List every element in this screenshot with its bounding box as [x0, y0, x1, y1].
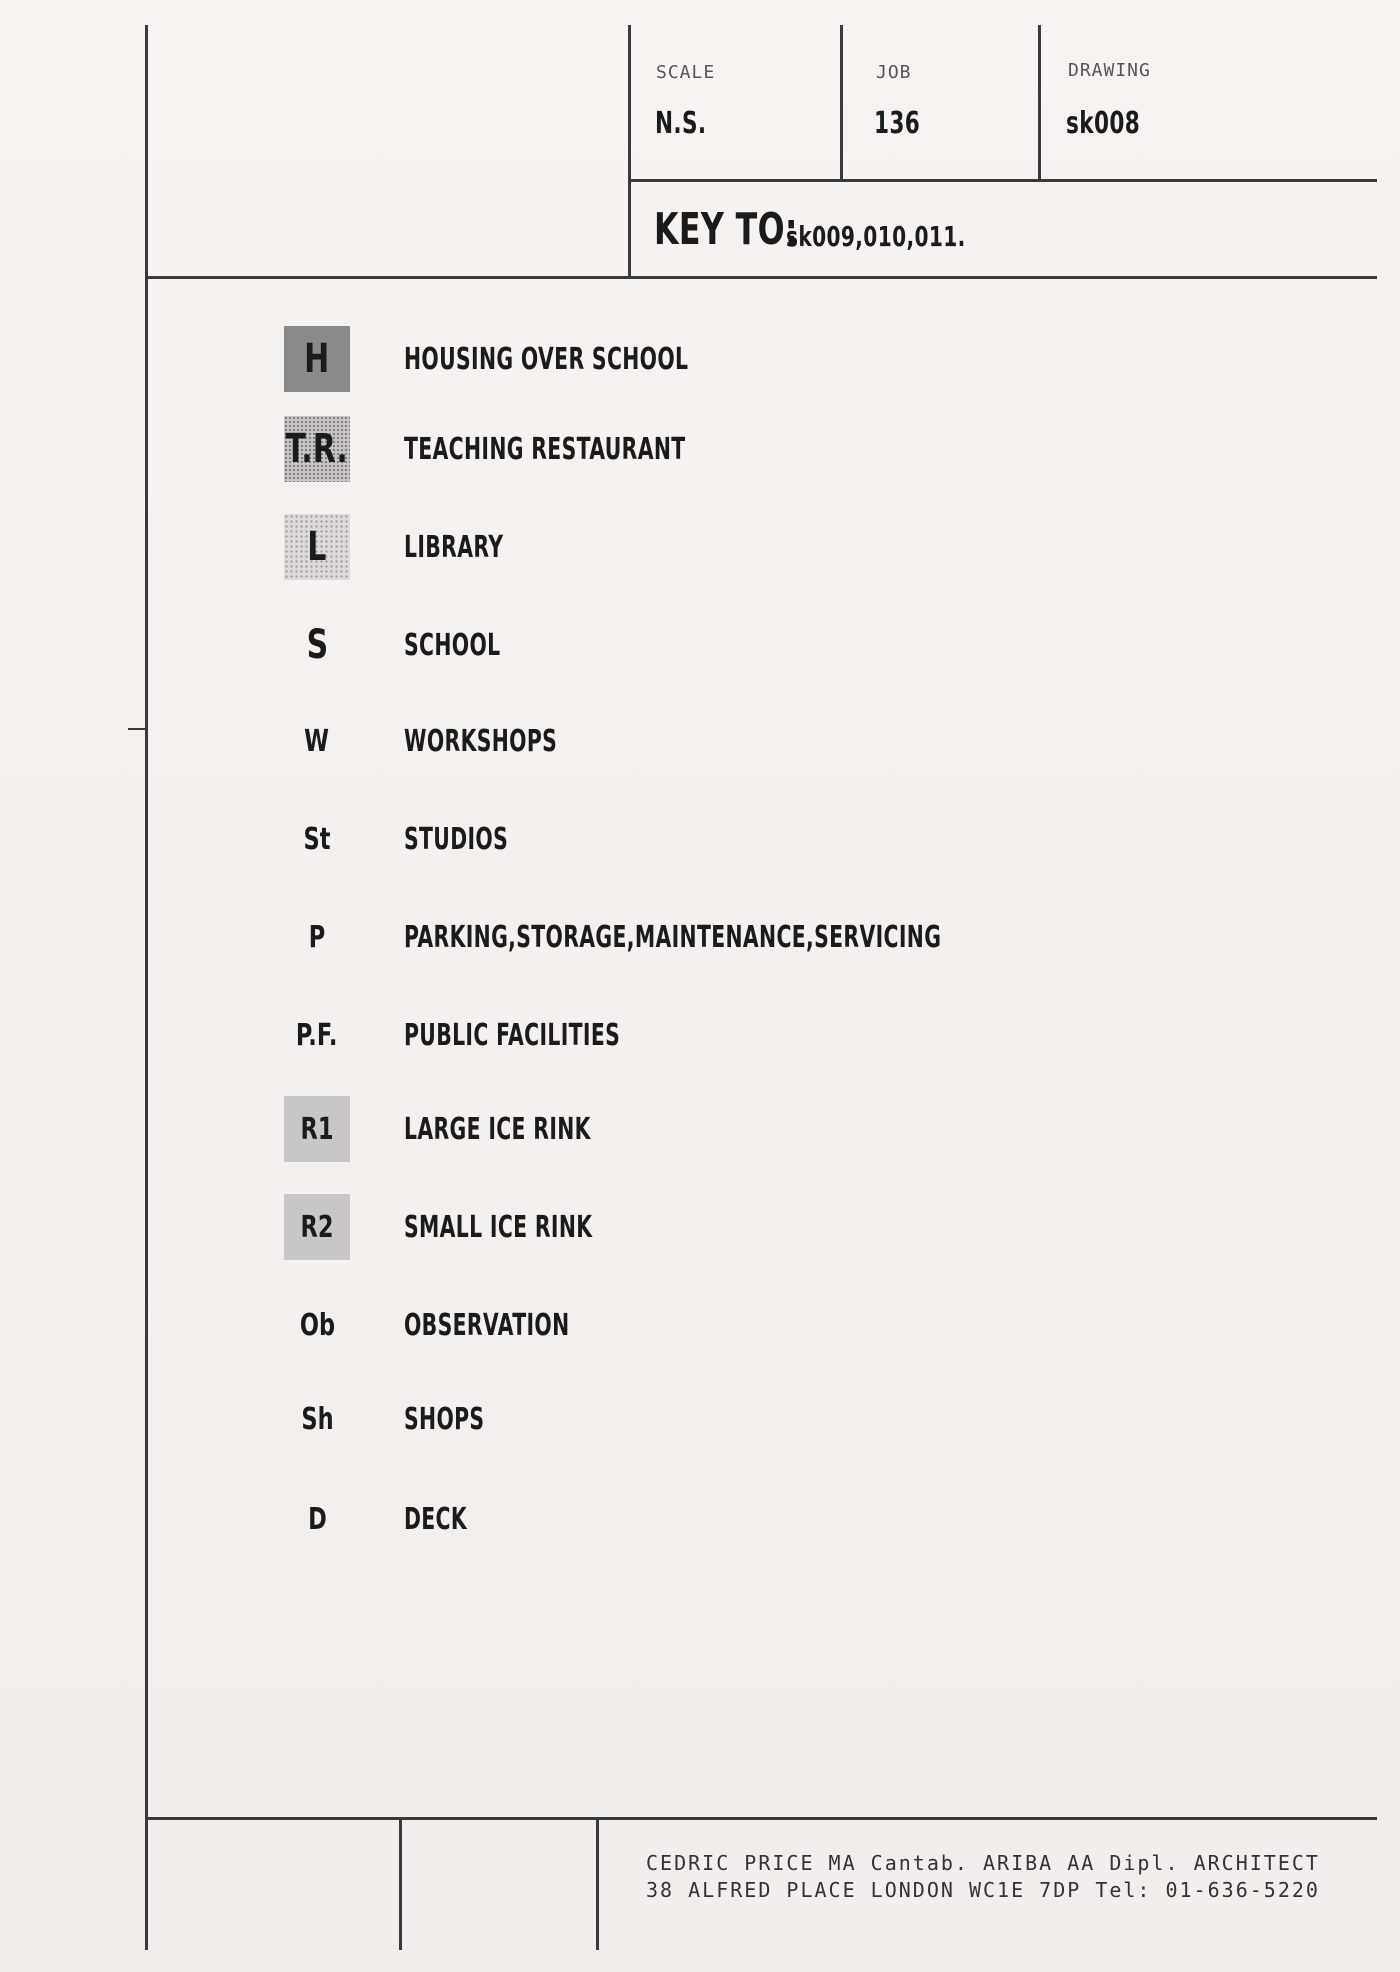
legend-item-school: [284, 612, 1184, 678]
legend-item-workshops: [284, 708, 1184, 774]
legend-code-box: [284, 708, 350, 774]
legend-description-text: SMALL ICE RINK: [404, 1209, 593, 1245]
legend-item-teaching-restaurant: [284, 416, 1184, 482]
job-label: JOB: [876, 62, 912, 83]
key-to-label: KEY TO:: [654, 204, 798, 255]
scale-value: N.S.: [655, 106, 707, 141]
scale-label: SCALE: [656, 62, 716, 83]
legend-item-studios: [284, 806, 1184, 872]
legend-code-box: [284, 1292, 350, 1358]
legend-description: [404, 1292, 647, 1358]
legend-description: [404, 1002, 722, 1068]
legend-code: P.F.: [296, 1017, 338, 1053]
legend-description-text: WORKSHOPS: [404, 723, 558, 759]
legend-code: W: [304, 723, 330, 759]
drawing-label: DRAWING: [1068, 60, 1151, 81]
title-block-bottom-border: [145, 276, 1377, 279]
frame-left-border: [145, 25, 148, 1950]
drawing-value: sk008: [1066, 106, 1141, 141]
footer-top-border: [145, 1817, 1377, 1820]
legend-description-text: LARGE ICE RINK: [404, 1111, 591, 1147]
legend-code: T.R.: [285, 426, 349, 472]
legend-item-small-ice-rink: [284, 1194, 1184, 1260]
legend-code-box: [284, 1386, 350, 1452]
legend-code-box: [284, 514, 350, 580]
legend-description: [404, 1194, 681, 1260]
legend-item-deck: [284, 1486, 1184, 1552]
key-to-refs: sk009,010,011.: [786, 220, 966, 253]
legend-description-text: SCHOOL: [404, 627, 501, 663]
legend-code: St: [303, 821, 331, 857]
legend-description-text: PUBLIC FACILITIES: [404, 1017, 621, 1053]
legend-description: [404, 1096, 679, 1162]
legend-code-box: [284, 1486, 350, 1552]
legend-description-text: SHOPS: [404, 1401, 485, 1437]
legend-description: [404, 416, 818, 482]
legend-code: Sh: [300, 1401, 334, 1437]
legend-description-text: HOUSING OVER SCHOOL: [404, 341, 689, 377]
legend-item-public-facilities: [284, 1002, 1184, 1068]
legend-description: [404, 1386, 522, 1452]
legend-code-box: [284, 904, 350, 970]
legend-item-observation: [284, 1292, 1184, 1358]
legend-description: [404, 514, 550, 580]
legend-description-text: STUDIOS: [404, 821, 509, 857]
title-block-mid-border: [628, 179, 1377, 182]
legend-code-box: [284, 416, 350, 482]
legend-code-box: [284, 806, 350, 872]
legend-description: [404, 612, 546, 678]
legend-description: [404, 1486, 497, 1552]
legend-code: D: [307, 1501, 327, 1537]
legend-description-text: DECK: [404, 1501, 468, 1537]
title-block-divider: [628, 25, 631, 277]
legend-description-text: PARKING,STORAGE,MAINTENANCE,SERVICING: [404, 919, 942, 955]
legend-item-library: [284, 514, 1184, 580]
legend-item-housing: [284, 326, 1184, 392]
legend-code: R1: [300, 1111, 334, 1147]
legend-item-shops: [284, 1386, 1184, 1452]
legend-description-text: OBSERVATION: [404, 1307, 570, 1343]
architect-name: CEDRIC PRICE MA Cantab. ARIBA AA Dipl. ARCHITECT: [646, 1851, 1320, 1875]
legend-description: [404, 708, 629, 774]
job-value: 136: [874, 106, 921, 141]
legend-code-box: [284, 1096, 350, 1162]
footer-divider-2: [596, 1817, 599, 1950]
legend-description: [404, 904, 1194, 970]
legend-code-box: [284, 612, 350, 678]
legend-code: H: [304, 336, 330, 382]
legend-code: L: [307, 524, 327, 570]
legend-code-box: [284, 1002, 350, 1068]
legend-description-text: LIBRARY: [404, 529, 504, 565]
legend-code: Ob: [299, 1307, 335, 1343]
legend-code-box: [284, 1194, 350, 1260]
legend-code: R2: [300, 1209, 334, 1245]
legend-description-text: TEACHING RESTAURANT: [404, 431, 686, 467]
legend-item-parking: [284, 904, 1184, 970]
legend-code-box: [284, 326, 350, 392]
legend-code: P: [308, 919, 326, 955]
legend-description: [404, 806, 557, 872]
legend-code: S: [306, 622, 328, 668]
architect-address: 38 ALFRED PLACE LONDON WC1E 7DP Tel: 01-636-5220: [646, 1878, 1320, 1902]
legend-description: [404, 326, 822, 392]
title-block-job-drawing-divider: [1038, 25, 1041, 180]
frame-left-tick: [128, 728, 146, 730]
title-block-scale-job-divider: [840, 25, 843, 180]
footer-divider-1: [399, 1817, 402, 1950]
legend-item-large-ice-rink: [284, 1096, 1184, 1162]
